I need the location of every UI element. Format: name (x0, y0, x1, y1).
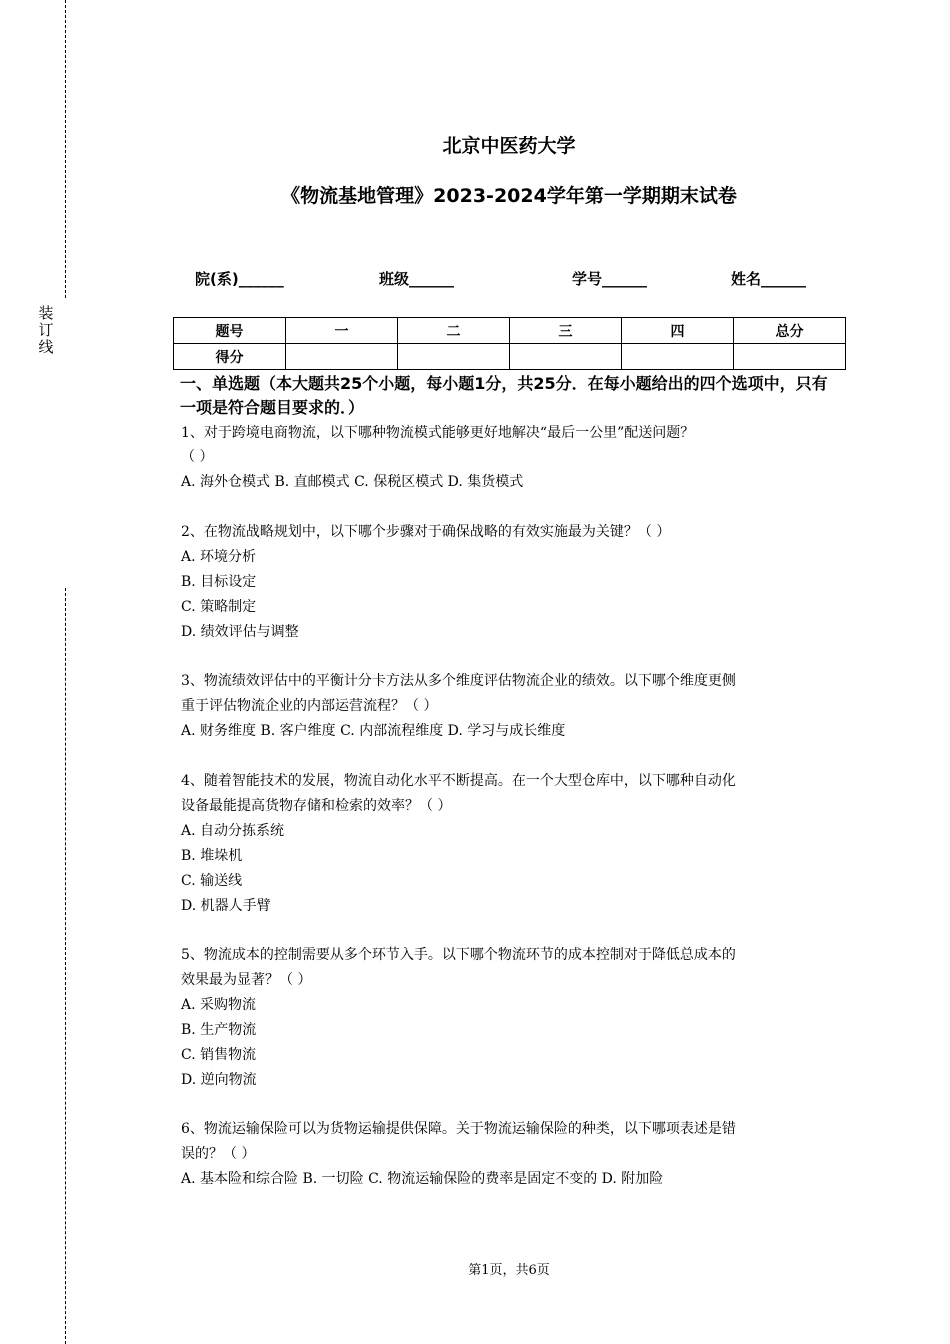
question-line: 设备最能提高货物存储和检索的效率？（ ） (181, 798, 452, 814)
score-header-cell: 题号 (174, 318, 286, 344)
name-field: 姓名______ (731, 270, 807, 288)
question-line: 效果最为显著？（ ） (181, 972, 312, 988)
score-cell (734, 344, 846, 370)
option-line: A. 海外仓模式 B. 直邮模式 C. 保税区模式 D. 集货模式 (181, 474, 524, 490)
option-line: C. 输送线 (181, 873, 243, 889)
score-row-label: 得分 (174, 344, 286, 370)
option-line: A. 自动分拣系统 (181, 823, 285, 839)
option-line: D. 绩效评估与调整 (181, 624, 299, 640)
class-field: 班级______ (379, 270, 455, 288)
score-header-cell: 二 (398, 318, 510, 344)
binding-char: 装 (38, 304, 54, 322)
question-line: 2、在物流战略规划中，以下哪个步骤对于确保战略的有效实施最为关键？（ ） (181, 524, 671, 540)
score-table (173, 317, 846, 370)
question-line: 6、物流运输保险可以为货物运输提供保障。关于物流运输保险的种类，以下哪项表述是错 (181, 1121, 736, 1137)
option-line: A. 财务维度 B. 客户维度 C. 内部流程维度 D. 学习与成长维度 (181, 723, 566, 739)
question-line: 误的？（ ） (181, 1146, 256, 1162)
option-line: C. 销售物流 (181, 1047, 257, 1063)
question-line: 1、对于跨境电商物流，以下哪种物流模式能够更好地解决“最后一公里”配送问题？ (181, 425, 695, 441)
section-heading: 一、单选题（本大题共25个小题，每小题1分，共25分．在每小题给出的四个选项中，只有一项是符合题目要求的．） (180, 374, 828, 417)
score-header-cell: 总分 (734, 318, 846, 344)
question-line: 5、物流成本的控制需要从多个环节入手。以下哪个物流环节的成本控制对于降低总成本的 (181, 947, 736, 963)
option-line: A. 基本险和综合险 B. 一切险 C. 物流运输保险的费率是固定不变的 D. 附加险 (181, 1171, 664, 1187)
score-cell (398, 344, 510, 370)
option-line: C. 策略制定 (181, 599, 257, 615)
score-cell (510, 344, 622, 370)
score-table-header-row (174, 318, 846, 344)
binding-char: 线 (38, 338, 54, 356)
exam-title: 《物流基地管理》2023-2024学年第一学期期末试卷 (281, 185, 737, 207)
binding-char: 订 (38, 321, 54, 339)
option-line: B. 目标设定 (181, 574, 257, 590)
score-header-cell: 三 (510, 318, 622, 344)
question-line: 4、随着智能技术的发展，物流自动化水平不断提高。在一个大型仓库中，以下哪种自动化 (181, 773, 736, 789)
score-header-cell: 一 (286, 318, 398, 344)
score-cell (286, 344, 398, 370)
page-footer: 第1页，共6页 (468, 1263, 550, 1278)
question-line: 重于评估物流企业的内部运营流程？（ ） (181, 698, 438, 714)
option-line: D. 逆向物流 (181, 1072, 257, 1088)
student-id-field: 学号______ (572, 270, 648, 288)
score-table-score-row (174, 344, 846, 370)
option-line: A. 采购物流 (181, 997, 257, 1013)
binding-label (37, 305, 55, 356)
question-line: （ ） (181, 449, 214, 465)
binding-dashed-line-bottom (65, 588, 66, 1344)
option-line: A. 环境分析 (181, 549, 257, 565)
option-line: B. 生产物流 (181, 1022, 257, 1038)
option-line: D. 机器人手臂 (181, 898, 271, 914)
score-cell (622, 344, 734, 370)
school-name: 北京中医药大学 (442, 135, 576, 157)
dept-field: 院(系)______ (195, 270, 284, 288)
question-line: 3、物流绩效评估中的平衡计分卡方法从多个维度评估物流企业的绩效。以下哪个维度更侧 (181, 673, 736, 689)
score-header-cell: 四 (622, 318, 734, 344)
option-line: B. 堆垛机 (181, 848, 243, 864)
